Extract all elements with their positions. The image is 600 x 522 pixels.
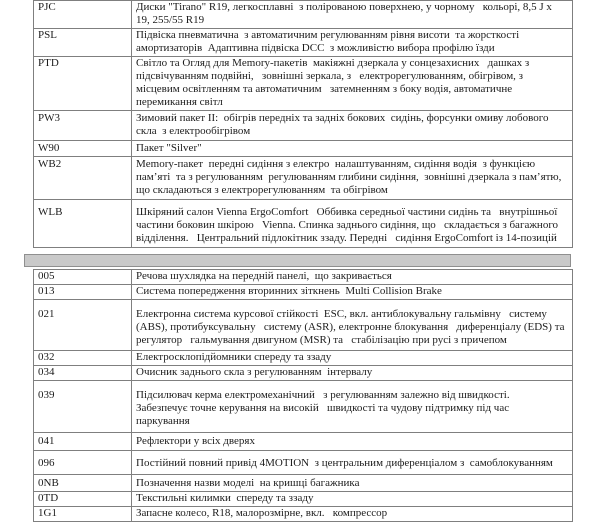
option-description: Електронна система курсової стійкості ESC, вкл. антиблокувальну гальмівну систему (ABS), протибуксувальну систему (ASR), електронне блокування диференціалу (EDS) та регулятор гальмування двигуном (MSR) та стабілізацію при русі з причепом bbox=[132, 300, 573, 351]
option-code: 041 bbox=[34, 433, 132, 451]
options-table-top-body bbox=[34, 1, 573, 248]
option-row bbox=[34, 433, 573, 451]
option-description: Запасне колесо, R18, малорозмірне, вкл. компрессор bbox=[132, 507, 573, 522]
option-description: Шкіряний салон Vienna ErgoComfort Оббивка середньої частини сидінь та внутрішньої частини боковин шкірою Vienna. Спинка заднього сидіння, що складається з багажного відділення. Центральний підлокітник ззаду. Передні сидіння ErgoComfort із 14-позицій bbox=[132, 200, 573, 248]
option-code: 021 bbox=[34, 300, 132, 351]
option-row bbox=[34, 351, 573, 366]
option-description: Пакет "Silver" bbox=[132, 141, 573, 157]
option-code: 039 bbox=[34, 381, 132, 433]
option-row bbox=[34, 300, 573, 351]
option-row bbox=[34, 141, 573, 157]
option-description: Підвіска пневматична з автоматичним регулюванням рівня висоти та жорсткості амортизаторів Адаптивна підвіска DCC з можливістю вибора профілю їзди bbox=[132, 29, 573, 57]
option-code: 005 bbox=[34, 270, 132, 285]
option-description: Рефлектори у всіх дверях bbox=[132, 433, 573, 451]
option-row bbox=[34, 270, 573, 285]
option-description: Постійний повний привід 4MOTION з центральним диференціалом з самоблокуванням bbox=[132, 451, 573, 475]
options-table-bottom bbox=[33, 269, 573, 522]
option-code: WB2 bbox=[34, 157, 132, 200]
option-description: Позначення назви моделі на кришці багажника bbox=[132, 475, 573, 492]
option-description: Диски "Tirano" R19, легкосплавні з полірованою поверхнею, у чорному кольорі, 8,5 J x 19, 255/55 R19 bbox=[132, 1, 573, 29]
option-row bbox=[34, 451, 573, 475]
option-description: Memory-пакет передні сидіння з електро налаштуванням, сидіння водія з функцією пам’яті та з регулюванням регулюванням глибини сидіння, зовнішні дзеркала з пам’ятю, що складаються з електрорегулюванням та обігрівом bbox=[132, 157, 573, 200]
option-code: 1G1 bbox=[34, 507, 132, 522]
option-row bbox=[34, 157, 573, 200]
option-code: 032 bbox=[34, 351, 132, 366]
option-description: Підсилювач керма електромеханічний з регулюванням залежно від швидкості. Забезпечує точне керування на високій швидкості та чудову підтримку під час паркування bbox=[132, 381, 573, 433]
option-row bbox=[34, 57, 573, 111]
option-row bbox=[34, 492, 573, 507]
option-description: Система попередження вторинних зіткнень Multi Collision Brake bbox=[132, 285, 573, 300]
option-description: Речова шухлядка на передній панелі, що закривається bbox=[132, 270, 573, 285]
option-description: Світло та Огляд для Memory-пакетів макіяжні дзеркала у сонцезахисних дашках з підсвічуванням подвійні, зовнішні зеркала, з електрорегулюванням, обігрівом, з місцевим освітленням та автоматичним затемненням з боку водія, автоматичне перемикання світл bbox=[132, 57, 573, 111]
option-row bbox=[34, 1, 573, 29]
options-table-bottom-body bbox=[34, 270, 573, 522]
option-description: Електросклопідйомники спереду та ззаду bbox=[132, 351, 573, 366]
option-code: 0TD bbox=[34, 492, 132, 507]
option-description: Очисник заднього скла з регулюванням інтервалу bbox=[132, 366, 573, 381]
option-description: Зимовий пакет ІІ: обігрів передніх та задніх бокових сидінь, форсунки омиву лобового скла з електрообігрівом bbox=[132, 111, 573, 141]
option-row bbox=[34, 29, 573, 57]
option-row bbox=[34, 366, 573, 381]
option-code: 034 bbox=[34, 366, 132, 381]
option-code: 013 bbox=[34, 285, 132, 300]
option-code: PSL bbox=[34, 29, 132, 57]
section-separator-band bbox=[24, 254, 571, 267]
option-row bbox=[34, 285, 573, 300]
option-row bbox=[34, 381, 573, 433]
option-row bbox=[34, 200, 573, 248]
option-code: PTD bbox=[34, 57, 132, 111]
option-description: Текстильні килимки спереду та ззаду bbox=[132, 492, 573, 507]
option-row bbox=[34, 111, 573, 141]
option-code: 096 bbox=[34, 451, 132, 475]
options-table-top bbox=[33, 0, 573, 248]
option-row bbox=[34, 475, 573, 492]
option-code: WLB bbox=[34, 200, 132, 248]
option-code: PJC bbox=[34, 1, 132, 29]
option-code: 0NB bbox=[34, 475, 132, 492]
option-code: W90 bbox=[34, 141, 132, 157]
option-row bbox=[34, 507, 573, 522]
option-code: PW3 bbox=[34, 111, 132, 141]
